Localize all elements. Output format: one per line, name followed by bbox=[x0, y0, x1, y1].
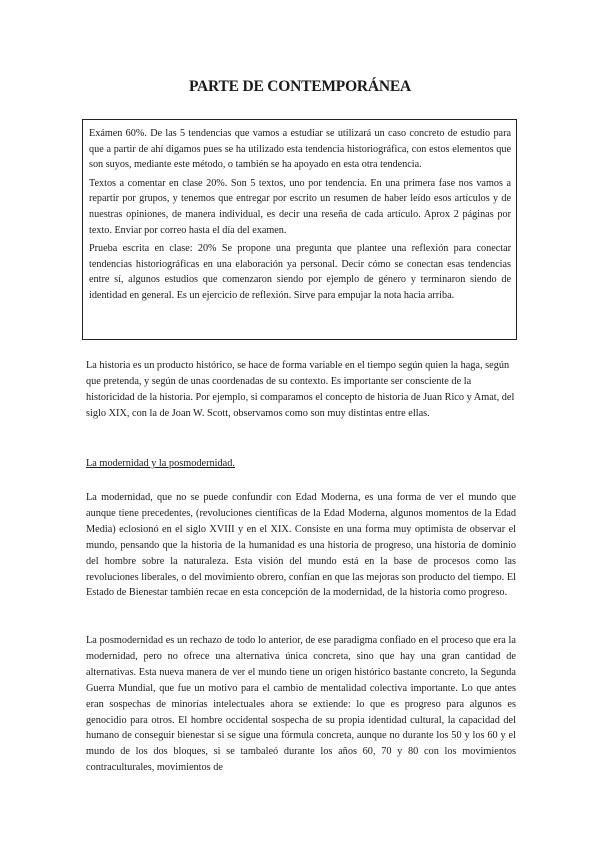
page-title: PARTE DE CONTEMPORÁNEA bbox=[188, 78, 412, 95]
evaluation-box bbox=[82, 119, 517, 340]
postmodernity-paragraph: La posmodernidad es un rechazo de todo lo anterior, de ese paradigma confiado en el proceso que era la modernidad, pero no ofrece una alternativa única concreta, sino que hay una gran cantidad de alternativas. Esta nueva manera de ver el mundo tiene un origen histórico bastante concreto, la Segunda Guerra Mundial, que fue un motivo para el cambio de mentalidad colectiva importante. Lo que antes eran sospechas de minorías intelectuales ahora se extiende: lo que es progreso para algunos es genocidio para otros. El hombre occidental sospecha de su propia identidad cultural, la capacidad del humano de conseguir bienestar si se sigue una fórmula concreta, aunque no durante los 50 y los 60 y el mundo de los dos bloques, si se tambaleó durante los años 60, 70 y 80 con los movimientos contraculturales, movimientos de bbox=[86, 635, 516, 774]
section-heading: La modernidad y la posmodernidad. bbox=[86, 458, 235, 469]
modernity-paragraph: La modernidad, que no se puede confundir con Edad Moderna, es una forma de ver el mundo que aunque tiene precedentes, (revoluciones científicas de la Edad Moderna, algunos momentos de la Edad Media) eclosionó en el siglo XVIII y en el XIX. Consiste en una forma muy optimista de observar el mundo, pensando que la historia de la humanidad es una historia de progreso, una historia de dominio del hombre sobre la naturaleza. Esta visión del mundo está en la base de procesos como las revoluciones liberales, o del movimiento obrero, confían en que las mejoras son producto del tiempo. El Estado de Bienestar también recae en esta concepción de la modernidad, de la historia como progreso. bbox=[86, 492, 516, 599]
box-paragraph-exam: Exámen 60%. De las 5 tendencias que vamos a estudiar se utilizará un caso concreto de estudio para que a partir de ahí digamos pues se ha utilizado esta tendencia historiográfica, con estos elementos que son suyos, mediante este método, o también se ha apoyado en esta otra tendencia. bbox=[89, 128, 511, 171]
intro-paragraph: La historia es un producto histórico, se hace de forma variable en el tiempo según quien la haga, según que pretenda, y según de unas coordenadas de su contexto. Es importante ser consciente de la historicidad de la historia. Por ejemplo, si comparamos el concepto de historia de Juan Rico y Amat, del siglo XIX, con la de Joan W. Scott, observamos como son muy distintas entre ellas. bbox=[86, 360, 515, 419]
box-paragraph-texts: Textos a comentar en clase 20%. Son 5 textos, uno por tendencia. En una primera fase nos vamos a repartir por grupos, y tenemos que entregar por escrito un resumen de haber leído esos artículos y de nuestras opiniones, de manera individual, es decir una reseña de cada artículo. Aprox 2 páginas por texto. Enviar por correo hasta el día del examen. bbox=[89, 177, 511, 236]
box-paragraph-written-test: Prueba escrita en clase: 20% Se propone una pregunta que plantee una reflexión para conectar tendencias historiográficas en una elaboración ya personal. Decir cómo se conectan esas tendencias entre sí, algunos estudios que comenzaron siendo por ejemplo de género y terminaron siendo de identidad en general. Es un ejercicio de reflexión. Sirve para empujar la nota hacia arriba. bbox=[89, 243, 511, 301]
